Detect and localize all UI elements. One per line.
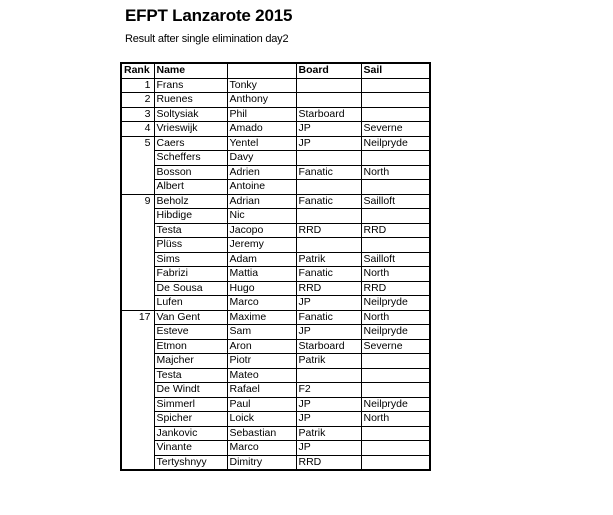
- table-row: [121, 209, 430, 224]
- sail-cell: [361, 383, 430, 398]
- sail-cell: [361, 209, 430, 224]
- first-name-cell: Maxime: [227, 310, 296, 325]
- header-board: Board: [296, 63, 361, 78]
- table-row: [121, 310, 430, 325]
- header-sail: Sail: [361, 63, 430, 78]
- board-cell: JP: [296, 325, 361, 340]
- first-name-cell: Yentel: [227, 136, 296, 151]
- last-name-cell: Jankovic: [154, 426, 227, 441]
- last-name-cell: Caers: [154, 136, 227, 151]
- table-row: [121, 267, 430, 282]
- board-cell: JP: [296, 441, 361, 456]
- first-name-cell: Nic: [227, 209, 296, 224]
- board-cell: JP: [296, 397, 361, 412]
- rank-cell: [121, 412, 154, 427]
- last-name-cell: Plüss: [154, 238, 227, 253]
- table-row: [121, 136, 430, 151]
- board-cell: RRD: [296, 281, 361, 296]
- rank-cell: 3: [121, 107, 154, 122]
- last-name-cell: Vrieswijk: [154, 122, 227, 137]
- sail-cell: Sailloft: [361, 252, 430, 267]
- board-cell: Starboard: [296, 339, 361, 354]
- first-name-cell: Rafael: [227, 383, 296, 398]
- header-first-name: [227, 63, 296, 78]
- document-subtitle: Result after single elimination day2: [125, 33, 289, 45]
- rank-cell: 5: [121, 136, 154, 151]
- sail-cell: [361, 107, 430, 122]
- last-name-cell: Sims: [154, 252, 227, 267]
- sail-cell: Severne: [361, 339, 430, 354]
- rank-cell: [121, 180, 154, 195]
- board-cell: Patrik: [296, 252, 361, 267]
- rank-cell: [121, 441, 154, 456]
- first-name-cell: Hugo: [227, 281, 296, 296]
- sail-cell: [361, 354, 430, 369]
- rank-cell: [121, 151, 154, 166]
- table-row: [121, 122, 430, 137]
- last-name-cell: Simmerl: [154, 397, 227, 412]
- first-name-cell: Sebastian: [227, 426, 296, 441]
- board-cell: JP: [296, 136, 361, 151]
- sail-cell: [361, 180, 430, 195]
- table-row: [121, 180, 430, 195]
- sail-cell: RRD: [361, 223, 430, 238]
- first-name-cell: Marco: [227, 296, 296, 311]
- sail-cell: [361, 93, 430, 108]
- board-cell: Fanatic: [296, 194, 361, 209]
- last-name-cell: Soltysiak: [154, 107, 227, 122]
- table-row: [121, 194, 430, 209]
- sail-cell: Neilpryde: [361, 136, 430, 151]
- rank-cell: [121, 325, 154, 340]
- last-name-cell: Albert: [154, 180, 227, 195]
- sail-cell: [361, 78, 430, 93]
- table-row: [121, 368, 430, 383]
- board-cell: [296, 180, 361, 195]
- rank-cell: [121, 223, 154, 238]
- sail-cell: Sailloft: [361, 194, 430, 209]
- rank-cell: 1: [121, 78, 154, 93]
- first-name-cell: Dimitry: [227, 455, 296, 470]
- first-name-cell: Mateo: [227, 368, 296, 383]
- sail-cell: North: [361, 310, 430, 325]
- table-row: [121, 397, 430, 412]
- first-name-cell: Jeremy: [227, 238, 296, 253]
- first-name-cell: Aron: [227, 339, 296, 354]
- first-name-cell: Piotr: [227, 354, 296, 369]
- sail-cell: [361, 368, 430, 383]
- header-rank: Rank: [121, 63, 154, 78]
- rank-cell: [121, 281, 154, 296]
- board-cell: RRD: [296, 223, 361, 238]
- first-name-cell: Antoine: [227, 180, 296, 195]
- first-name-cell: Amado: [227, 122, 296, 137]
- last-name-cell: Beholz: [154, 194, 227, 209]
- sail-cell: [361, 151, 430, 166]
- board-cell: [296, 93, 361, 108]
- rank-cell: [121, 426, 154, 441]
- table-row: [121, 78, 430, 93]
- first-name-cell: Adam: [227, 252, 296, 267]
- table-row: [121, 93, 430, 108]
- last-name-cell: Bosson: [154, 165, 227, 180]
- rank-cell: [121, 383, 154, 398]
- rank-cell: [121, 368, 154, 383]
- first-name-cell: Sam: [227, 325, 296, 340]
- rank-cell: [121, 267, 154, 282]
- rank-cell: [121, 165, 154, 180]
- last-name-cell: Scheffers: [154, 151, 227, 166]
- table-row: [121, 339, 430, 354]
- board-cell: Patrik: [296, 354, 361, 369]
- first-name-cell: Adrian: [227, 194, 296, 209]
- sail-cell: RRD: [361, 281, 430, 296]
- last-name-cell: Testa: [154, 223, 227, 238]
- first-name-cell: Tonky: [227, 78, 296, 93]
- table-row: [121, 107, 430, 122]
- first-name-cell: Paul: [227, 397, 296, 412]
- table-row: [121, 151, 430, 166]
- board-cell: JP: [296, 296, 361, 311]
- sail-cell: [361, 455, 430, 470]
- rank-cell: 2: [121, 93, 154, 108]
- sail-cell: Severne: [361, 122, 430, 137]
- last-name-cell: Esteve: [154, 325, 227, 340]
- table-row: [121, 325, 430, 340]
- rank-cell: 4: [121, 122, 154, 137]
- last-name-cell: De Sousa: [154, 281, 227, 296]
- table-row: [121, 252, 430, 267]
- header-name: Name: [154, 63, 227, 78]
- table-row: [121, 165, 430, 180]
- table-row: [121, 412, 430, 427]
- last-name-cell: Testa: [154, 368, 227, 383]
- table-row: [121, 383, 430, 398]
- rank-cell: [121, 296, 154, 311]
- rank-cell: [121, 455, 154, 470]
- first-name-cell: Phil: [227, 107, 296, 122]
- rank-cell: [121, 252, 154, 267]
- first-name-cell: Jacopo: [227, 223, 296, 238]
- board-cell: RRD: [296, 455, 361, 470]
- board-cell: [296, 151, 361, 166]
- rank-cell: [121, 339, 154, 354]
- table-row: [121, 426, 430, 441]
- last-name-cell: De Windt: [154, 383, 227, 398]
- board-cell: JP: [296, 412, 361, 427]
- board-cell: Fanatic: [296, 310, 361, 325]
- first-name-cell: Mattia: [227, 267, 296, 282]
- last-name-cell: Lufen: [154, 296, 227, 311]
- board-cell: JP: [296, 122, 361, 137]
- board-cell: Fanatic: [296, 267, 361, 282]
- sail-cell: Neilpryde: [361, 325, 430, 340]
- last-name-cell: Etmon: [154, 339, 227, 354]
- sail-cell: [361, 441, 430, 456]
- rank-cell: 17: [121, 310, 154, 325]
- last-name-cell: Frans: [154, 78, 227, 93]
- first-name-cell: Loick: [227, 412, 296, 427]
- rank-cell: 9: [121, 194, 154, 209]
- last-name-cell: Van Gent: [154, 310, 227, 325]
- last-name-cell: Majcher: [154, 354, 227, 369]
- last-name-cell: Hibdige: [154, 209, 227, 224]
- sail-cell: [361, 426, 430, 441]
- first-name-cell: Adrien: [227, 165, 296, 180]
- sail-cell: Neilpryde: [361, 397, 430, 412]
- rank-cell: [121, 397, 154, 412]
- table-row: [121, 281, 430, 296]
- last-name-cell: Vinante: [154, 441, 227, 456]
- table-row: [121, 223, 430, 238]
- table-row: [121, 441, 430, 456]
- sail-cell: North: [361, 165, 430, 180]
- first-name-cell: Marco: [227, 441, 296, 456]
- first-name-cell: Davy: [227, 151, 296, 166]
- board-cell: [296, 238, 361, 253]
- sail-cell: [361, 238, 430, 253]
- table-row: [121, 238, 430, 253]
- table-row: [121, 354, 430, 369]
- last-name-cell: Ruenes: [154, 93, 227, 108]
- sail-cell: North: [361, 267, 430, 282]
- board-cell: Starboard: [296, 107, 361, 122]
- last-name-cell: Tertyshnyy: [154, 455, 227, 470]
- results-body: [121, 78, 430, 470]
- sail-cell: North: [361, 412, 430, 427]
- table-row: [121, 296, 430, 311]
- results-table: [120, 62, 431, 471]
- board-cell: [296, 209, 361, 224]
- last-name-cell: Spicher: [154, 412, 227, 427]
- sail-cell: Neilpryde: [361, 296, 430, 311]
- document-title: EFPT Lanzarote 2015: [125, 6, 293, 25]
- rank-cell: [121, 354, 154, 369]
- last-name-cell: Fabrizi: [154, 267, 227, 282]
- first-name-cell: Anthony: [227, 93, 296, 108]
- board-cell: F2: [296, 383, 361, 398]
- board-cell: [296, 368, 361, 383]
- board-cell: Patrik: [296, 426, 361, 441]
- table-row: [121, 455, 430, 470]
- board-cell: [296, 78, 361, 93]
- board-cell: Fanatic: [296, 165, 361, 180]
- header-row: [121, 63, 430, 78]
- rank-cell: [121, 238, 154, 253]
- rank-cell: [121, 209, 154, 224]
